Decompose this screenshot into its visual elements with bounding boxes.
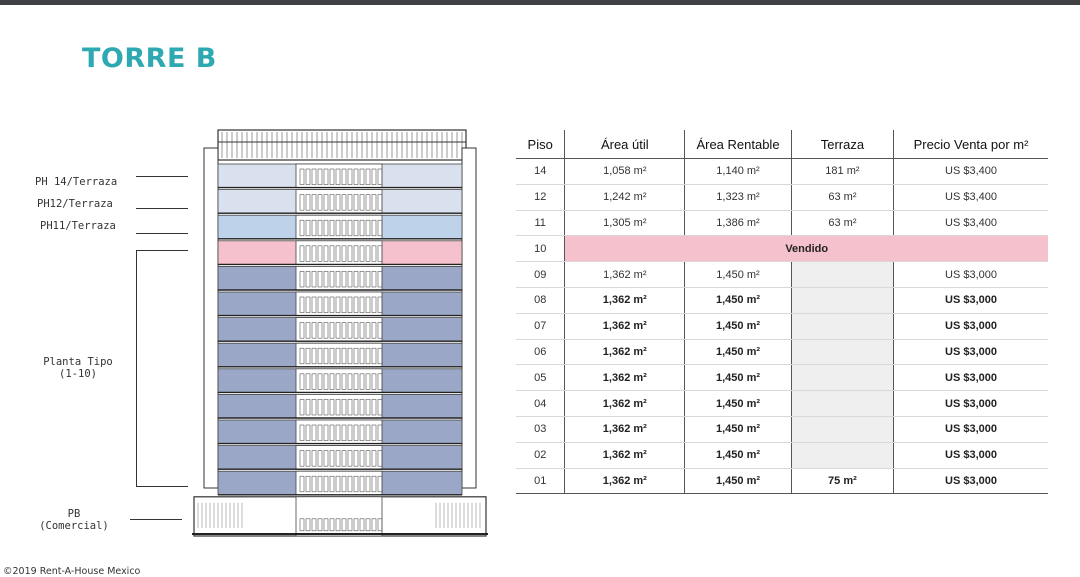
- label-planta-tipo-line1: Planta Tipo: [43, 356, 113, 368]
- cell-piso: 02: [516, 442, 565, 468]
- label-ph14: PH 14/Terraza: [35, 176, 118, 188]
- cell-precio: US $3,000: [894, 287, 1048, 313]
- cell-area-util: 1,362 m²: [565, 313, 685, 339]
- floor-core: [296, 343, 382, 367]
- cell-terraza: [791, 339, 893, 365]
- table-row: [516, 365, 1048, 391]
- cell-piso: 09: [516, 262, 565, 288]
- label-pb: [36, 508, 112, 532]
- cell-piso: 05: [516, 365, 565, 391]
- label-planta-tipo: [40, 356, 116, 380]
- cell-area-rentable: 1,323 m²: [685, 184, 792, 210]
- left-column: [204, 148, 218, 488]
- header-area-rentable: Área Rentable: [685, 130, 792, 159]
- cell-area-util: 1,362 m²: [565, 262, 685, 288]
- cell-area-util: 1,362 m²: [565, 442, 685, 468]
- table-row: [516, 287, 1048, 313]
- cell-area-rentable: 1,450 m²: [685, 313, 792, 339]
- cell-precio: US $3,400: [894, 184, 1048, 210]
- floor-core: [296, 266, 382, 290]
- cell-area-util: 1,362 m²: [565, 287, 685, 313]
- floor-core: [296, 318, 382, 342]
- label-ph12: PH12/Terraza: [37, 198, 113, 210]
- cell-area-util: 1,362 m²: [565, 468, 685, 494]
- cell-area-util: 1,242 m²: [565, 184, 685, 210]
- floor-core: [296, 369, 382, 393]
- cell-piso: 12: [516, 184, 565, 210]
- cell-area-util: 1,362 m²: [565, 365, 685, 391]
- cell-area-rentable: 1,450 m²: [685, 262, 792, 288]
- cell-terraza: [791, 262, 893, 288]
- cell-area-rentable: 1,450 m²: [685, 287, 792, 313]
- floor-core: [296, 190, 382, 214]
- ground-core: [296, 497, 382, 536]
- cell-terraza: [791, 442, 893, 468]
- cell-piso: 10: [516, 236, 565, 262]
- cell-precio: US $3,000: [894, 365, 1048, 391]
- cell-piso: 11: [516, 210, 565, 236]
- cell-terraza: 63 m²: [791, 184, 893, 210]
- table-header-row: [516, 130, 1048, 159]
- building-floors: [192, 130, 488, 536]
- cell-area-rentable: 1,450 m²: [685, 416, 792, 442]
- header-terraza: Terraza: [791, 130, 893, 159]
- floor-core: [296, 420, 382, 444]
- cell-terraza: [791, 391, 893, 417]
- cell-area-rentable: 1,450 m²: [685, 442, 792, 468]
- floor-core: [296, 394, 382, 418]
- cell-terraza: [791, 365, 893, 391]
- right-column: [462, 148, 476, 488]
- table-row: [516, 442, 1048, 468]
- cell-terraza: [791, 287, 893, 313]
- table-row: [516, 262, 1048, 288]
- floor-core: [296, 215, 382, 239]
- label-pb-line2: (Comercial): [39, 520, 109, 532]
- header-piso: Piso: [516, 130, 565, 159]
- cell-terraza: 181 m²: [791, 159, 893, 185]
- cell-precio: US $3,000: [894, 262, 1048, 288]
- label-ph11: PH11/Terraza: [40, 220, 116, 232]
- cell-piso: 01: [516, 468, 565, 494]
- label-planta-tipo-line2: (1-10): [59, 368, 97, 380]
- cell-area-util: 1,362 m²: [565, 391, 685, 417]
- cell-piso: 08: [516, 287, 565, 313]
- cell-precio: US $3,400: [894, 210, 1048, 236]
- floor-core: [296, 241, 382, 265]
- copyright-watermark: ©2019 Rent-A-House Mexico: [3, 566, 141, 577]
- cell-piso: 14: [516, 159, 565, 185]
- table-row: [516, 313, 1048, 339]
- cell-piso: 06: [516, 339, 565, 365]
- leader-ph14: [136, 176, 188, 177]
- cell-terraza: 63 m²: [791, 210, 893, 236]
- top-bar: [0, 0, 1080, 5]
- cell-area-rentable: 1,450 m²: [685, 391, 792, 417]
- table-row: [516, 391, 1048, 417]
- cell-precio: US $3,000: [894, 313, 1048, 339]
- cell-precio: US $3,000: [894, 391, 1048, 417]
- cell-piso: 03: [516, 416, 565, 442]
- cell-area-rentable: 1,386 m²: [685, 210, 792, 236]
- table-row: [516, 184, 1048, 210]
- cell-terraza: [791, 313, 893, 339]
- leader-pb: [130, 519, 182, 520]
- bracket-vertical: [136, 250, 137, 486]
- label-pb-line1: PB: [67, 508, 81, 520]
- table-row: [516, 159, 1048, 185]
- bracket-bottom: [136, 486, 188, 487]
- cell-area-rentable: 1,450 m²: [685, 468, 792, 494]
- cell-terraza: 75 m²: [791, 468, 893, 494]
- bracket-top: [136, 250, 188, 251]
- cell-precio: US $3,000: [894, 339, 1048, 365]
- cell-terraza: [791, 416, 893, 442]
- floors-table: [516, 130, 1048, 494]
- table-body: [516, 159, 1048, 494]
- table-row: [516, 210, 1048, 236]
- cell-area-rentable: 1,450 m²: [685, 339, 792, 365]
- table-row: [516, 468, 1048, 494]
- header-precio: Precio Venta por m²: [894, 130, 1048, 159]
- cell-vendido: Vendido: [565, 236, 1048, 262]
- table-row: [516, 236, 1048, 262]
- floor-core: [296, 471, 382, 495]
- table-row: [516, 416, 1048, 442]
- cell-area-util: 1,058 m²: [565, 159, 685, 185]
- cell-area-rentable: 1,140 m²: [685, 159, 792, 185]
- leader-ph12: [136, 208, 188, 209]
- cell-area-util: 1,305 m²: [565, 210, 685, 236]
- floor-core: [296, 446, 382, 470]
- cell-piso: 04: [516, 391, 565, 417]
- header-area-util: Área útil: [565, 130, 685, 159]
- floor-core: [296, 164, 382, 188]
- cell-precio: US $3,000: [894, 416, 1048, 442]
- cell-piso: 07: [516, 313, 565, 339]
- building-section-drawing: [192, 128, 488, 538]
- cell-precio: US $3,000: [894, 468, 1048, 494]
- cell-area-util: 1,362 m²: [565, 416, 685, 442]
- cell-precio: US $3,000: [894, 442, 1048, 468]
- page-title: TORRE B: [82, 43, 217, 74]
- cell-area-util: 1,362 m²: [565, 339, 685, 365]
- floor-core: [296, 292, 382, 316]
- cell-precio: US $3,400: [894, 159, 1048, 185]
- leader-ph11: [136, 233, 188, 234]
- cell-area-rentable: 1,450 m²: [685, 365, 792, 391]
- table-row: [516, 339, 1048, 365]
